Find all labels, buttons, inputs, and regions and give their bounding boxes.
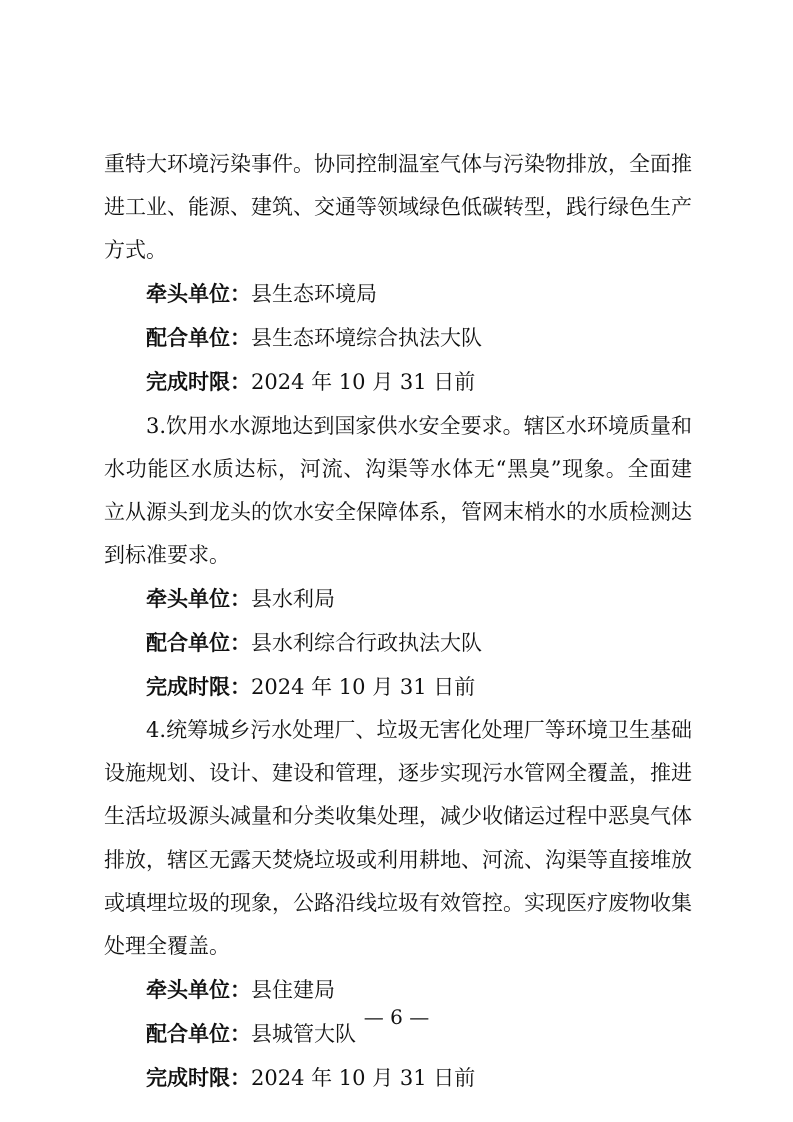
deadline-value: 2024 年 10 月 31 日前 xyxy=(251,370,476,395)
partner-unit-label: 配合单位： xyxy=(146,630,251,656)
deadline-value: 2024 年 10 月 31 日前 xyxy=(251,1065,476,1090)
lead-unit-label: 牵头单位： xyxy=(146,281,251,307)
document-body xyxy=(104,143,692,1100)
deadline-label: 完成时限： xyxy=(146,1064,251,1090)
lead-unit-value: 县水利局 xyxy=(251,586,335,611)
lead-unit-value: 县生态环境局 xyxy=(251,282,377,307)
page-number: — 6 — xyxy=(363,1005,430,1029)
deadline-label: 完成时限： xyxy=(146,369,251,395)
paragraph-item-3-water-source: 3.饮用水水源地达到国家供水安全要求。辖区水环境质量和水功能区水质达标，河流、沟渠等水体无“黑臭”现象。全面建立从源头到龙头的饮水安全保障体系，管网末梢水的水质检测达到标准要求。 xyxy=(104,413,692,567)
deadline-line xyxy=(104,360,692,404)
partner-unit-line xyxy=(104,316,692,360)
partner-unit-label: 配合单位： xyxy=(146,1020,251,1046)
deadline-label: 完成时限： xyxy=(146,674,251,700)
lead-unit-line xyxy=(104,577,692,621)
deadline-value: 2024 年 10 月 31 日前 xyxy=(251,675,476,700)
lead-unit-line xyxy=(104,272,692,316)
paragraph-item-4-sanitation: 4.统筹城乡污水处理厂、垃圾无害化处理厂等环境卫生基础设施规划、设计、建设和管理，逐步实现污水管网全覆盖，推进生活垃圾源头减量和分类收集处理，减少收储运过程中恶臭气体排放，辖区无露天焚烧垃圾或利用耕地、河流、沟渠等直接堆放或填埋垃圾的现象，公路沿线垃圾有效管控。实现医疗废物收集处理全覆盖。 xyxy=(104,718,692,958)
partner-unit-line xyxy=(104,621,692,665)
partner-unit-value: 县城管大队 xyxy=(251,1021,356,1046)
deadline-line xyxy=(104,665,692,709)
paragraph-environment-pollution: 重特大环境污染事件。协同控制温室气体与污染物排放，全面推进工业、能源、建筑、交通等领域绿色低碳转型，践行绿色生产方式。 xyxy=(104,152,692,263)
lead-unit-value: 县住建局 xyxy=(251,977,335,1002)
partner-unit-label: 配合单位： xyxy=(146,325,251,351)
deadline-line xyxy=(104,1056,692,1100)
lead-unit-label: 牵头单位： xyxy=(146,585,251,611)
partner-unit-value: 县水利综合行政执法大队 xyxy=(251,631,482,656)
partner-unit-value: 县生态环境综合执法大队 xyxy=(251,326,482,351)
lead-unit-label: 牵头单位： xyxy=(146,976,251,1002)
